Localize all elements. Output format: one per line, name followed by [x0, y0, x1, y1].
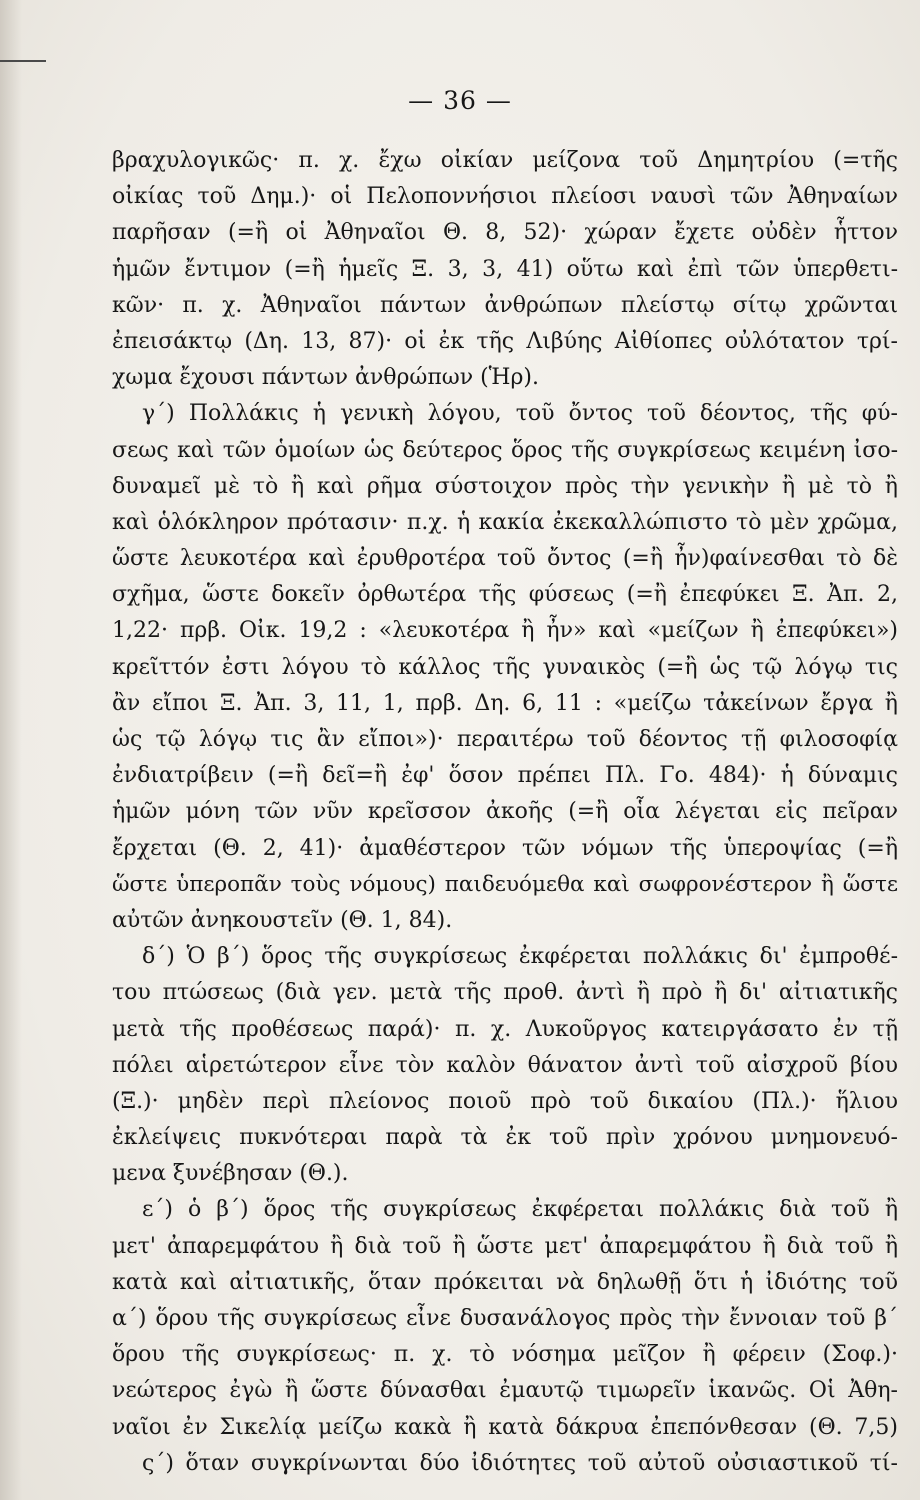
text-line: παρῆσαν (=ἢ οἱ Ἀθηναῖοι Θ. 8, 52)· χώραν ἔχετε οὐδὲν ἧττον	[112, 220, 898, 246]
text-line: (Ξ.)· μηδὲν περὶ πλείονος ποιοῦ πρὸ τοῦ δικαίου (Πλ.)· ἥλιου	[112, 1088, 898, 1114]
text-line: οἰκίας τοῦ Δημ.)· οἱ Πελοποννήσιοι πλείοσι ναυσὶ τῶν Ἀθηναίων	[112, 184, 898, 210]
text-line: ὥστε λευκοτέρα καὶ ἐρυθροτέρα τοῦ ὄντος (=ἢ ἦν)φαίνεσθαι τὸ δὲ	[112, 546, 898, 572]
text-line: ἔρχεται (Θ. 2, 41)· ἀμαθέστερον τῶν νόμων τῆς ὑπεροψίας (=ἢ	[112, 835, 898, 861]
text-line: ὅρου τῆς συγκρίσεως· π. χ. τὸ νόσημα μεῖζον ἢ φέρειν (Σοφ.)·	[112, 1342, 898, 1368]
text-line: μετὰ τῆς προθέσεως παρά)· π. χ. Λυκοῦργος κατειργάσατο ἐν τῇ	[112, 1016, 898, 1042]
text-line: κρεῖττόν ἐστι λόγου τὸ κάλλος τῆς γυναικὸς (=ἢ ὡς τῷ λόγῳ τις	[112, 654, 898, 680]
text-line: ναῖοι ἐν Σικελίᾳ μείζω κακὰ ἢ κατὰ δάκρυα ἐπεπόνθεσαν (Θ. 7,5)	[112, 1414, 898, 1440]
text-line: πόλει αἱρετώτερον εἶνε τὸν καλὸν θάνατον ἀντὶ τοῦ αἰσχροῦ βίου	[112, 1052, 898, 1078]
text-line: κατὰ καὶ αἰτιατικῆς, ὅταν πρόκειται νὰ δηλωθῇ ὅτι ἡ ἰδιότης τοῦ	[112, 1269, 898, 1295]
text-line: δ΄) Ὁ β΄) ὅρος τῆς συγκρίσεως ἐκφέρεται πολλάκις δι' ἐμπροθέ-	[142, 944, 898, 970]
text-line: μενα ξυνέβησαν (Θ.).	[112, 1161, 349, 1187]
text-line: ὡς τῷ λόγῳ τις ἂν εἴποι»)· περαιτέρω τοῦ δέοντος τῇ φιλοσοφίᾳ	[112, 727, 898, 752]
text-line: αὐτῶν ἀνηκουστεῖν (Θ. 1, 84).	[112, 907, 453, 933]
text-line: ἡμῶν ἔντιμον (=ἢ ἡμεῖς Ξ. 3, 3, 41) οὕτω καὶ ἐπὶ τῶν ὑπερθετι-	[112, 256, 898, 282]
page-binding-edge	[0, 0, 22, 1500]
text-line: σχῆμα, ὥστε δοκεῖν ὀρθωτέρα τῆς φύσεως (=ἢ ἐπεφύκει Ξ. Ἀπ. 2,	[112, 582, 898, 608]
text-line: καὶ ὁλόκληρον πρότασιν· π.χ. ἡ κακία ἐκεκαλλώπιστο τὸ μὲν χρῶμα,	[112, 509, 898, 535]
text-line: δυναμεῖ μὲ τὸ ἢ καὶ ρῆμα σύστοιχον πρὸς τὴν γενικὴν ἢ μὲ τὸ ἢ	[112, 473, 898, 499]
text-line: βραχυλογικῶς· π. χ. ἔχω οἰκίαν μείζονα τοῦ Δημητρίου (=τῆς	[112, 148, 898, 173]
text-line: ὥστε ὑπεροπᾶν τοὺς νόμους) παιδευόμεθα καὶ σωφρονέστερον ἢ ὥστε	[112, 871, 898, 897]
text-line: γ΄) Πολλάκις ἡ γενικὴ λόγου, τοῦ ὄντος τοῦ δέοντος, τῆς φύ-	[142, 401, 898, 427]
text-line: μετ' ἀπαρεμφάτου ἢ διὰ τοῦ ἢ ὥστε μετ' ἀπαρεμφάτου ἢ διὰ τοῦ ἢ	[112, 1233, 898, 1259]
text-line: ἂν εἴποι Ξ. Ἀπ. 3, 11, 1, πρβ. Δη. 6, 11 : «μείζω τἀκείνων ἔργα ἢ	[112, 690, 898, 716]
text-line: ἐπεισάκτῳ (Δη. 13, 87)· οἱ ἐκ τῆς Λιβύης Αἰθίοπες οὐλότατον τρί-	[112, 328, 898, 354]
text-line: ς΄) ὅταν συγκρίνωνται δύο ἰδιότητες τοῦ αὐτοῦ οὐσιαστικοῦ τί-	[142, 1450, 898, 1476]
text-line: σεως καὶ τῶν ὁμοίων ὡς δεύτερος ὅρος τῆς συγκρίσεως κειμένη ἰσο-	[112, 437, 898, 463]
edge-mark	[0, 60, 46, 62]
text-line: χωμα ἔχουσι πάντων ἀνθρώπων (Ἡρ).	[112, 365, 540, 391]
text-line: ἡμῶν μόνη τῶν νῦν κρεῖσσον ἀκοῆς (=ἢ οἷα λέγεται εἰς πεῖραν	[112, 799, 898, 825]
text-line: α΄) ὅρου τῆς συγκρίσεως εἶνε δυσανάλογος πρὸς τὴν ἔννοιαν τοῦ β΄	[112, 1306, 898, 1331]
page-text	[112, 143, 898, 1482]
text-line: του πτώσεως (διὰ γεν. μετὰ τῆς προθ. ἀντὶ ἢ πρὸ ἢ δι' αἰτιατικῆς	[112, 980, 898, 1006]
text-line: κῶν· π. χ. Ἀθηναῖοι πάντων ἀνθρώπων πλείστῳ σίτῳ χρῶνται	[112, 292, 898, 318]
page-number: — 36 —	[408, 86, 512, 115]
text-line: ἐκλείψεις πυκνότεραι παρὰ τὰ ἐκ τοῦ πρὶν χρόνου μνημονευό-	[112, 1125, 898, 1151]
text-line: νεώτερος ἐγὼ ἢ ὥστε δύνασθαι ἐμαυτῷ τιμωρεῖν ἱκανῶς. Οἱ Ἀθη-	[112, 1378, 898, 1404]
text-line: ἐνδιατρίβειν (=ἢ δεῖ=ἢ ἐφ' ὅσον πρέπει Πλ. Γο. 484)· ἡ δύναμις	[112, 763, 898, 789]
text-line: ε΄) ὁ β΄) ὅρος τῆς συγκρίσεως ἐκφέρεται πολλάκις διὰ τοῦ ἢ	[142, 1197, 898, 1223]
text-line: 1,22· πρβ. Οἰκ. 19,2 : «λευκοτέρα ἢ ἦν» καὶ «μείζων ἢ ἐπεφύκει»)	[112, 618, 898, 644]
